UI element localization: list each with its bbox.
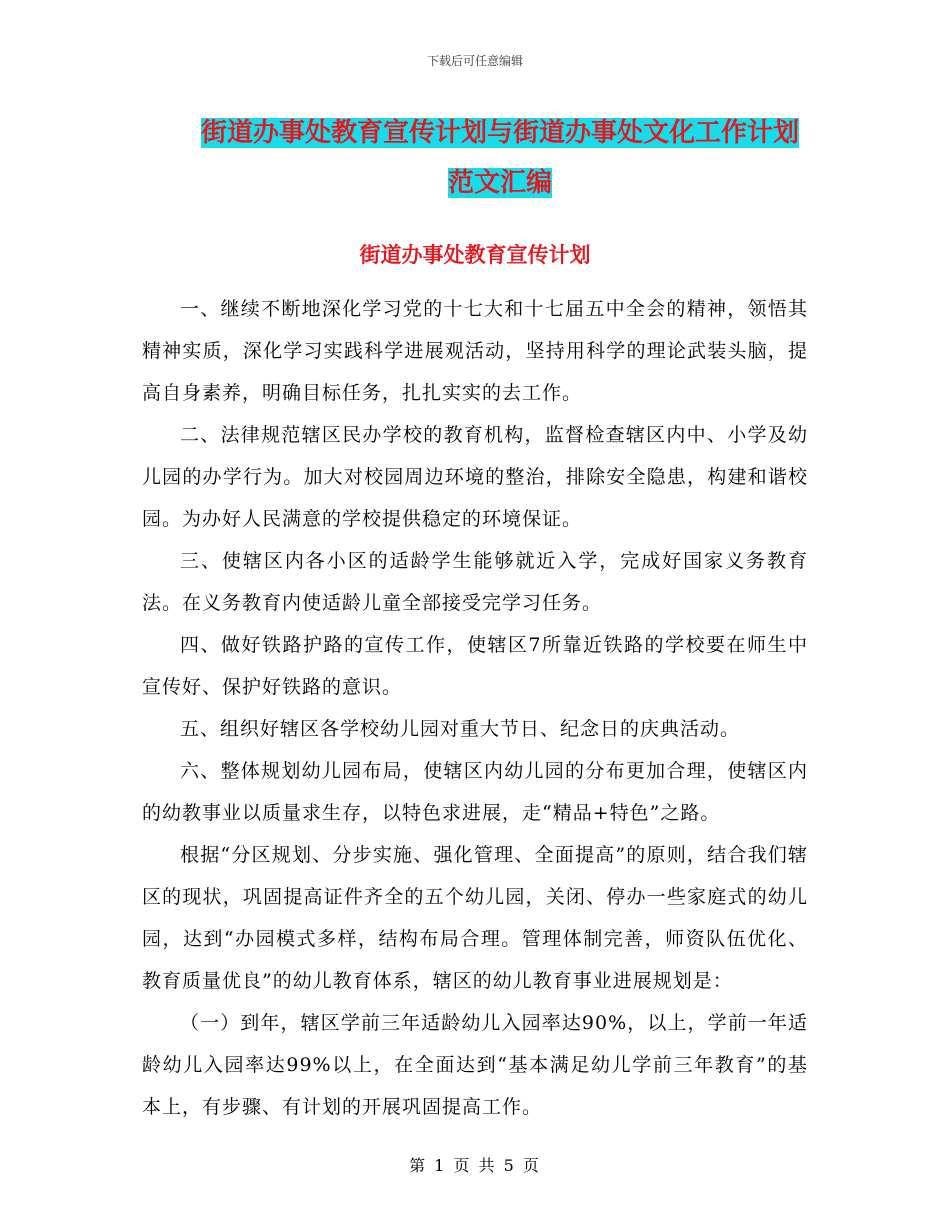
section-title: 街道办事处教育宣传计划 — [359, 243, 591, 267]
paragraph-8: （一）到年，辖区学前三年适龄幼儿入园率达90%，以上，学前一年适龄幼儿入园率达99%以上，在全面达到“基本满足幼儿学前三年教育”的基本上，有步骤、有计划的开展巩固提高工作。 — [142, 1012, 808, 1118]
paragraph-1: 一、继续不断地深化学习党的十七大和十七届五中全会的精神，领悟其精神实质，深化学习实践科学进展观活动，坚持用科学的理论武装头脑，提高自身素养，明确目标任务，扎扎实实的去工作。 — [142, 298, 808, 404]
paragraph-4: 四、做好铁路护路的宣传工作，使辖区7所靠近铁路的学校要在师生中宣传好、保护好铁路的意识。 — [142, 634, 808, 698]
paragraph-2: 二、法律规范辖区民办学校的教育机构，监督检查辖区内中、小学及幼儿园的办学行为。加大对校园周边环境的整治，排除安全隐患，构建和谐校园。为办好人民满意的学校提供稳定的环境保证。 — [142, 424, 808, 530]
document-title-line-1: 街道办事处教育宣传计划与街道办事处文化工作计划 — [200, 118, 799, 148]
paragraph-3: 三、使辖区内各小区的适龄学生能够就近入学，完成好国家义务教育法。在义务教育内使适龄儿童全部接受完学习任务。 — [142, 550, 808, 614]
document-title-line-2: 范文汇编 — [447, 168, 552, 198]
paragraph-6: 六、整体规划幼儿园布局，使辖区内幼儿园的分布更加合理，使辖区内的幼教事业以质量求生存，以特色求进展，走“精品+特色”之路。 — [142, 760, 808, 824]
document-body — [142, 288, 808, 1128]
paragraph-7: 根据“分区规划、分步实施、强化管理、全面提高”的原则，结合我们辖区的现状，巩固提高证件齐全的五个幼儿园，关闭、停办一些家庭式的幼儿园，达到“办园模式多样，结构布局合理。管理体制完善，师资队伍优化、教育质量优良”的幼儿教育体系，辖区的幼儿教育事业进展规划是： — [142, 844, 808, 992]
header-note: 下载后可任意编辑 — [426, 54, 523, 68]
paragraph-5: 五、组织好辖区各学校幼儿园对重大节日、纪念日的庆典活动。 — [180, 718, 741, 740]
document-title — [140, 108, 860, 208]
page-number: 第 1 页 共 5 页 — [409, 1156, 541, 1175]
